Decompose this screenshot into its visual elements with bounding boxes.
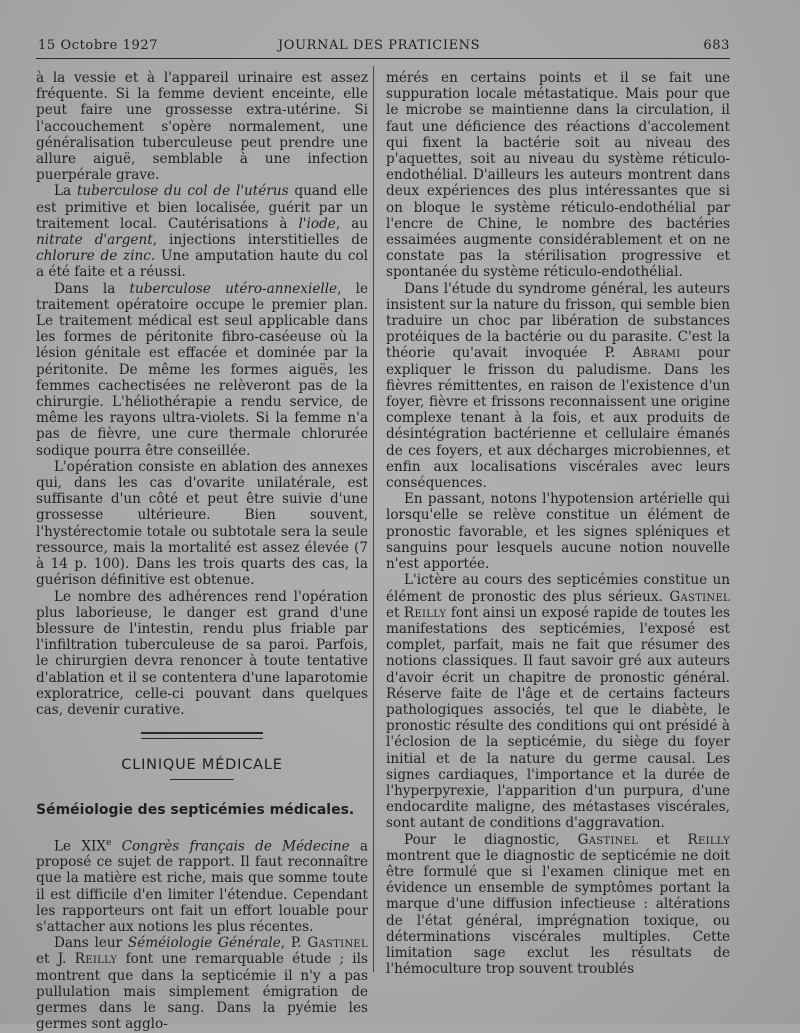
column-divider [373,66,374,972]
paragraph: L'ictère au cours des septicémies constitue un élément de pronostic des plus sérieux. Gastinel et Reilly font ainsi un exposé rapide de toutes les manifestations des septicémies, l'exposé est complet, parfait, mais ne fait que résumer des notions classiques. Il faut savoir gré aux auteurs d'avoir écrit un chapitre de pronostic général. Réserve faite de l'âge et de certains facteurs pathologiques associés, tel que le diabète, le pronostic résulte des conditions qui ont présidé à l'éclosion de la septicémie, du siège du foyer initial et de la nature du germe causal. Les signes cardiaques, l'importance et la durée de l'hyperpyrexie, l'apparition d'un purpura, d'une endocardite maligne, des métastases viscérales, sont autant de conditions d'aggravation. [386,572,730,832]
paragraph: En passant, notons l'hypotension artérielle qui lorsqu'elle se relève constitue un élément de pronostic favorable, et les signes spléniques et sanguins pour lesquels aucune notion nouvelle n'est apportée. [386,491,730,573]
paragraph: à la vessie et à l'appareil urinaire est assez fréquente. Si la femme devient enceinte, elle peut faire une grossesse extra-utérine. Si l'accouchement s'opère normalement, une généralisation tuberculeuse peut prendre une allure aiguë, semblable à une infection puerpérale grave. [36,70,368,184]
section-ornament-rule [141,732,263,739]
header-rule [36,58,730,59]
left-column [36,70,368,1033]
paragraph: Le XIXe Congrès français de Médecine a proposé ce sujet de rapport. Il faut reconnaître que la matière est riche, mais que somme toute il est difficile d'en limiter l'étendue. Cependant les rapporteurs ont fait un effort louable pour s'attacher aux notions les plus récentes. [36,837,368,936]
right-column [386,70,730,977]
paragraph: Dans la tuberculose utéro-annexielle, le traitement opératoire occupe le premier plan. Le traitement médical est seul applicable dans les formes de péritonite fibro-caséeuse où la lésion génitale est effacée et dominée par la péritonite. De même les formes aiguës, les femmes cachectisées ne relèveront pas de la chirurgie. L'héliothérapie a rendu service, de même les rayons ultra-violets. Si la femme n'a pas de fièvre, une cure thermale chlorurée sodique pourra être conseillée. [36,280,368,459]
paragraph: L'opération consiste en ablation des annexes qui, dans les cas d'ovarite unilatérale, est suffisante d'un côté et peut être suivie d'une grossesse ultérieure. Bien souvent, l'hystérectomie totale ou subtotale sera la seule ressource, mais la mortalité est assez élevée (7 à 14 p. 100). Dans les trois quarts des cas, la guérison définitive est obtenue. [36,458,368,589]
article-title: Séméiologie des septicémies médicales. [36,802,355,819]
paragraph: Dans leur Séméiologie Générale, P. Gastinel et J. Reilly font une remarquable étude ; ils montrent que dans la septicémie il n'y a pas pullulation mais simplement émigration de germes dans le sang. Dans la pyémie les germes sont agglo- [36,935,368,1033]
section-underline [170,779,234,780]
paragraph: mérés en certains points et il se fait une suppuration locale métastatique. Mais pour que le microbe se maintienne dans la circulation, il faut une déficience des réactions d'accolement qui fixent la bactérie soit au niveau des p'aquettes, soit au niveau du système réticulo-endothélial. D'ailleurs les auteurs montrent dans deux expériences des plus intéressantes que si on bloque le système réticulo-endothélial par l'encre de Chine, le nombre des bactéries essaimées augmente considérablement et on ne constate pas la stérilisation progressive et spontanée du système réticulo-endothélial. [386,70,730,281]
header-page-number: 683 [703,38,730,53]
section-title: CLINIQUE MÉDICALE [121,757,283,774]
paragraph: Le nombre des adhérences rend l'opération plus laborieuse, le danger est grand d'une blessure de l'intestin, rendu plus friable par l'infiltration tuberculeuse de sa paroi. Parfois, le chirurgien devra renoncer à toute tentative d'ablation et il se contentera d'une laparotomie exploratrice, celle-ci pouvant dans quelques cas, devenir curative. [36,588,368,718]
header-date: 15 Octobre 1927 [38,38,159,53]
paragraph: Dans l'étude du syndrome général, les auteurs insistent sur la nature du frisson, qui semble bien traduire un choc par libération de substances protéiques de la bactérie ou du parasite. C'est la théorie qu'avait invoquée P. Abrami pour expliquer le frisson du paludisme. Dans les fièvres rémittentes, en raison de l'existence d'un foyer, fièvre et frissons reconnaissent une origine complexe tenant à la fois, et aux produits de désintégration bactérienne et cellulaire émanés de ces foyers, et aux décharges microbiennes, et enfin aux localisations viscérales avec leurs conséquences. [386,280,730,492]
paragraph: La tuberculose du col de l'utérus quand elle est primitive et bien localisée, guérit par un traitement local. Cautérisations à l'iode, au nitrate d'argent, injections interstitielles de chlorure de zinc. Une amputation haute du col a été faite et a réussi. [36,183,368,281]
running-header [38,38,730,58]
paragraph: Pour le diagnostic, Gastinel et Reilly montrent que le diagnostic de septicémie ne doit être formulé que si l'examen clinique met en évidence un ensemble de symptômes portant la marque d'une diffusion infectieuse : altérations de l'état général, imprégnation toxique, ou déterminations viscérales multiples. Cette limitation sage exclut les résultats de l'hémoculture trop souvent troublés [386,831,730,978]
header-journal-title: JOURNAL DES PRATICIENS [278,38,481,53]
